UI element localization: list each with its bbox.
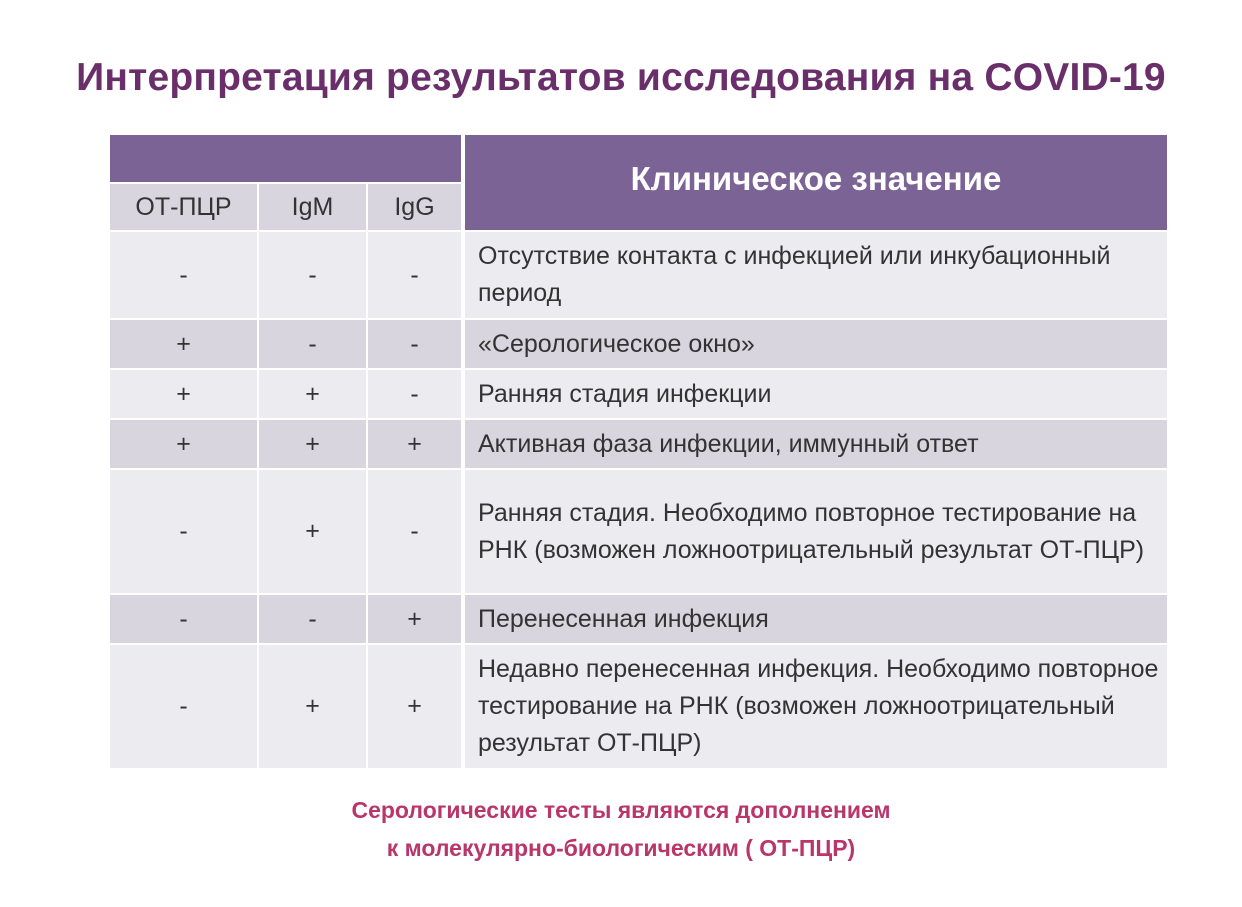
header-blank [110,135,463,184]
column-header-pcr: ОТ-ПЦР [110,184,259,232]
table-cell-igg: - [368,470,463,595]
table-cell-meaning: Недавно перенесенная инфекция. Необходимо повторное тестирование на РНК (возможен ложноотрицательный результат ОТ-ПЦР) [463,645,1167,770]
column-header-igg: IgG [368,184,463,232]
results-table [110,135,1167,770]
table-cell-meaning: Ранняя стадия инфекции [463,370,1167,420]
table-cell-igm: - [259,595,368,645]
table-cell-pcr: - [110,595,259,645]
table-cell-igg: - [368,370,463,420]
footer-note [0,791,1242,867]
footer-line-1: Серологические тесты являются дополнением [351,797,891,823]
table-cell-meaning: «Серологическое окно» [463,320,1167,370]
table-cell-meaning: Ранняя стадия. Необходимо повторное тестирование на РНК (возможен ложноотрицательный результат ОТ-ПЦР) [463,470,1167,595]
table-cell-igm: - [259,232,368,320]
table-cell-igm: + [259,420,368,470]
table-cell-pcr: + [110,370,259,420]
table-cell-meaning: Отсутствие контакта с инфекцией или инкубационный период [463,232,1167,320]
table-cell-meaning: Активная фаза инфекции, иммунный ответ [463,420,1167,470]
table-cell-igm: + [259,470,368,595]
table-cell-pcr: + [110,420,259,470]
table-cell-igg: + [368,595,463,645]
footer-line-2: к молекулярно-биологическим ( ОТ-ПЦР) [386,835,856,861]
table-cell-pcr: + [110,320,259,370]
table-cell-meaning: Перенесенная инфекция [463,595,1167,645]
table-cell-igg: + [368,645,463,770]
table-cell-igg: + [368,420,463,470]
table-cell-igm: + [259,370,368,420]
table-cell-igm: - [259,320,368,370]
table-cell-igm: + [259,645,368,770]
page-title: Интерпретация результатов исследования на COVID-19 [76,56,1166,99]
column-header-igm: IgM [259,184,368,232]
table-cell-igg: - [368,232,463,320]
table-cell-pcr: - [110,470,259,595]
table-cell-igg: - [368,320,463,370]
table-cell-pcr: - [110,232,259,320]
header-clinical-meaning: Клиническое значение [463,135,1167,232]
table-cell-pcr: - [110,645,259,770]
